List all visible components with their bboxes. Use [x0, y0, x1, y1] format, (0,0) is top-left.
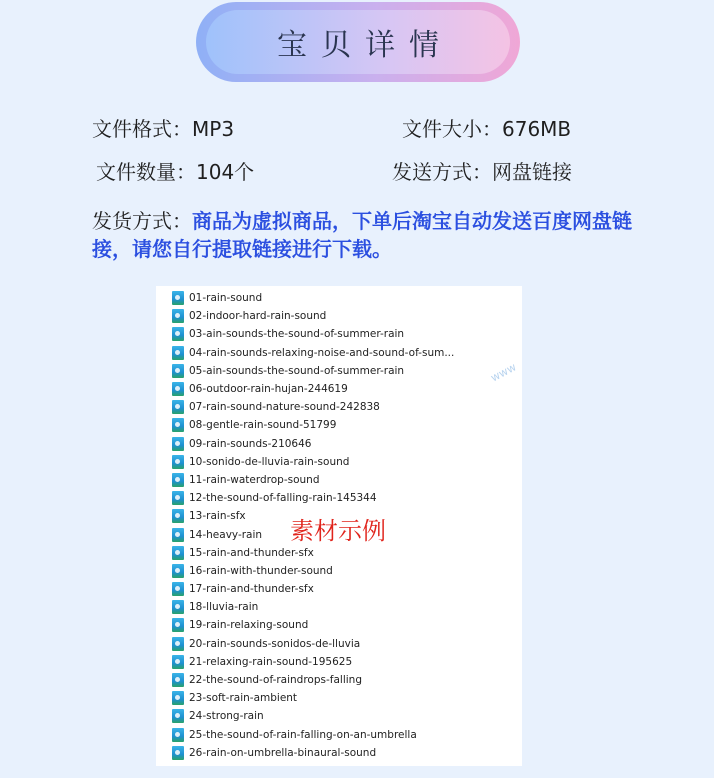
file-item[interactable] — [172, 398, 522, 416]
file-name: 21-relaxing-rain-sound-195625 — [189, 655, 353, 668]
file-name: 06-outdoor-rain-hujan-244619 — [189, 383, 348, 396]
audio-file-icon — [172, 455, 184, 469]
audio-file-icon — [172, 691, 184, 705]
file-item[interactable] — [172, 616, 522, 634]
audio-file-icon — [172, 346, 184, 360]
file-item[interactable] — [172, 435, 522, 453]
audio-file-icon — [172, 509, 184, 523]
file-item[interactable] — [172, 325, 522, 343]
file-name: 17-rain-and-thunder-sfx — [189, 583, 314, 596]
file-item[interactable] — [172, 580, 522, 598]
file-name: 14-heavy-rain — [189, 528, 263, 541]
file-format-info: 文件格式：MP3 — [92, 117, 235, 141]
audio-file-icon — [172, 673, 184, 687]
file-count-info: 文件数量：104个 — [96, 160, 255, 184]
audio-file-icon — [172, 491, 184, 505]
audio-file-icon — [172, 473, 184, 487]
file-name: 07-rain-sound-nature-sound-242838 — [189, 401, 380, 414]
file-name: 18-lluvia-rain — [189, 601, 259, 614]
file-item[interactable] — [172, 635, 522, 653]
file-item[interactable] — [172, 707, 522, 725]
file-item[interactable] — [172, 544, 522, 562]
audio-file-icon — [172, 418, 184, 432]
file-item[interactable] — [172, 744, 522, 762]
file-name: 05-ain-sounds-the-sound-of-summer-rain — [189, 364, 405, 377]
file-name: 20-rain-sounds-sonidos-de-lluvia — [189, 637, 361, 650]
file-item[interactable] — [172, 489, 522, 507]
audio-file-icon — [172, 600, 184, 614]
file-size-info: 文件大小：676MB — [402, 117, 572, 141]
file-name: 04-rain-sounds-relaxing-noise-and-sound-of-sum... — [189, 346, 455, 359]
file-name: 22-the-sound-of-raindrops-falling — [189, 674, 362, 687]
file-item[interactable] — [172, 671, 522, 689]
file-name: 02-indoor-hard-rain-sound — [189, 310, 327, 323]
file-name: 24-strong-rain — [189, 710, 264, 723]
audio-file-icon — [172, 618, 184, 632]
file-item[interactable] — [172, 653, 522, 671]
file-name: 08-gentle-rain-sound-51799 — [189, 419, 337, 432]
audio-file-icon — [172, 709, 184, 723]
audio-file-icon — [172, 327, 184, 341]
file-name: 16-rain-with-thunder-sound — [189, 564, 333, 577]
banner-pill — [206, 10, 510, 74]
file-name: 26-rain-on-umbrella-binaural-sound — [189, 746, 377, 759]
file-name: 11-rain-waterdrop-sound — [189, 473, 320, 486]
file-item[interactable] — [172, 362, 522, 380]
file-name: 12-the-sound-of-falling-rain-145344 — [189, 492, 377, 505]
audio-file-icon — [172, 309, 184, 323]
audio-file-icon — [172, 546, 184, 560]
audio-file-icon — [172, 400, 184, 414]
audio-file-icon — [172, 655, 184, 669]
audio-file-icon — [172, 528, 184, 542]
file-item[interactable] — [172, 416, 522, 434]
audio-file-icon — [172, 746, 184, 760]
file-name: 03-ain-sounds-the-sound-of-summer-rain — [189, 328, 405, 341]
audio-file-icon — [172, 564, 184, 578]
shipping-label: 发货方式： — [92, 209, 192, 233]
file-name: 15-rain-and-thunder-sfx — [189, 546, 314, 559]
audio-file-icon — [172, 291, 184, 305]
file-item[interactable] — [172, 380, 522, 398]
file-name: 01-rain-sound — [189, 292, 263, 305]
file-name: 13-rain-sfx — [189, 510, 246, 523]
file-item[interactable] — [172, 726, 522, 744]
file-name: 19-rain-relaxing-sound — [189, 619, 309, 632]
watermark: www — [488, 360, 519, 385]
file-item[interactable] — [172, 598, 522, 616]
title-banner — [196, 2, 520, 82]
shipping-highlight: 商品为虚拟商品，下单后淘宝自动发送百度网盘链接，请您自行提取链接进行下载。 — [92, 209, 632, 261]
audio-file-icon — [172, 382, 184, 396]
file-name: 09-rain-sounds-210646 — [189, 437, 312, 450]
file-name: 25-the-sound-of-rain-falling-on-an-umbrella — [189, 728, 417, 741]
delivery-method-info: 发送方式：网盘链接 — [392, 160, 572, 184]
file-item[interactable] — [172, 307, 522, 325]
file-item[interactable] — [172, 453, 522, 471]
page-title: 宝贝详情 — [277, 28, 453, 63]
shipping-note — [92, 207, 652, 263]
audio-file-icon — [172, 637, 184, 651]
sample-label: 素材示例 — [290, 517, 386, 545]
audio-file-icon — [172, 364, 184, 378]
file-item[interactable] — [172, 344, 522, 362]
file-item[interactable] — [172, 471, 522, 489]
audio-file-icon — [172, 728, 184, 742]
file-item[interactable] — [172, 562, 522, 580]
audio-file-icon — [172, 437, 184, 451]
audio-file-icon — [172, 582, 184, 596]
file-item[interactable] — [172, 689, 522, 707]
file-name: 10-sonido-de-lluvia-rain-sound — [189, 455, 350, 468]
file-name: 23-soft-rain-ambient — [189, 692, 298, 705]
file-item[interactable] — [172, 289, 522, 307]
